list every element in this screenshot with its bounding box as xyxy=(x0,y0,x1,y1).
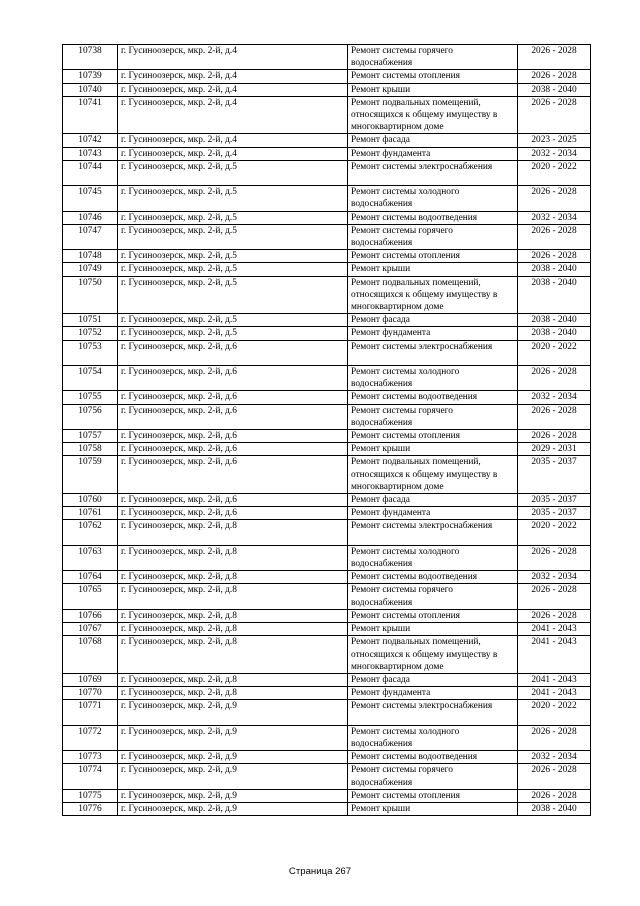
address-cell: г. Гусиноозерск, мкр. 2-й, д.6 xyxy=(118,430,348,443)
address-cell: г. Гусиноозерск, мкр. 2-й, д.9 xyxy=(118,725,348,750)
address-cell: г. Гусиноозерск, мкр. 2-й, д.4 xyxy=(118,96,348,134)
table-row xyxy=(63,623,591,636)
address-cell: г. Гусиноозерск, мкр. 2-й, д.6 xyxy=(118,443,348,456)
period-cell: 2032 - 2034 xyxy=(518,751,591,764)
address-cell: г. Гусиноозерск, мкр. 2-й, д.5 xyxy=(118,160,348,185)
row-number-cell: 10766 xyxy=(63,609,118,622)
row-number-cell: 10738 xyxy=(63,45,118,70)
table-row xyxy=(63,83,591,96)
row-number-cell: 10761 xyxy=(63,507,118,520)
row-number-cell: 10771 xyxy=(63,700,118,725)
work-type-cell: Ремонт подвальных помещений, относящихся к общему имуществу в многоквартирном доме xyxy=(348,96,518,134)
work-type-cell: Ремонт системы водоотведения xyxy=(348,391,518,404)
period-cell: 2026 - 2028 xyxy=(518,224,591,249)
table-row xyxy=(63,211,591,224)
period-cell: 2026 - 2028 xyxy=(518,789,591,802)
row-number-cell: 10753 xyxy=(63,340,118,365)
row-number-cell: 10760 xyxy=(63,494,118,507)
table-row xyxy=(63,571,591,584)
work-type-cell: Ремонт системы горячего водоснабжения xyxy=(348,224,518,249)
work-type-cell: Ремонт фасада xyxy=(348,134,518,147)
period-cell: 2026 - 2028 xyxy=(518,764,591,789)
work-type-cell: Ремонт системы холодного водоснабжения xyxy=(348,366,518,391)
row-number-cell: 10756 xyxy=(63,404,118,429)
period-cell: 2038 - 2040 xyxy=(518,314,591,327)
work-type-cell: Ремонт системы горячего водоснабжения xyxy=(348,45,518,70)
table-row xyxy=(63,45,591,70)
work-type-cell: Ремонт системы водоотведения xyxy=(348,211,518,224)
table-row xyxy=(63,520,591,545)
table-row xyxy=(63,250,591,263)
row-number-cell: 10752 xyxy=(63,327,118,340)
address-cell: г. Гусиноозерск, мкр. 2-й, д.8 xyxy=(118,571,348,584)
row-number-cell: 10741 xyxy=(63,96,118,134)
row-number-cell: 10755 xyxy=(63,391,118,404)
table-row xyxy=(63,147,591,160)
address-cell: г. Гусиноозерск, мкр. 2-й, д.6 xyxy=(118,366,348,391)
row-number-cell: 10774 xyxy=(63,764,118,789)
table-row xyxy=(63,545,591,570)
period-cell: 2020 - 2022 xyxy=(518,160,591,185)
row-number-cell: 10770 xyxy=(63,687,118,700)
row-number-cell: 10773 xyxy=(63,751,118,764)
work-type-cell: Ремонт фундамента xyxy=(348,507,518,520)
row-number-cell: 10745 xyxy=(63,186,118,211)
table-row xyxy=(63,276,591,314)
work-type-cell: Ремонт подвальных помещений, относящихся к общему имуществу в многоквартирном доме xyxy=(348,636,518,674)
table-row xyxy=(63,687,591,700)
table-row xyxy=(63,751,591,764)
work-type-cell: Ремонт подвальных помещений, относящихся к общему имуществу в многоквартирном доме xyxy=(348,276,518,314)
table-row xyxy=(63,430,591,443)
table-row xyxy=(63,456,591,494)
address-cell: г. Гусиноозерск, мкр. 2-й, д.8 xyxy=(118,636,348,674)
table-row xyxy=(63,725,591,750)
table-row xyxy=(63,404,591,429)
period-cell: 2026 - 2028 xyxy=(518,404,591,429)
work-type-cell: Ремонт системы холодного водоснабжения xyxy=(348,545,518,570)
work-type-cell: Ремонт системы отопления xyxy=(348,789,518,802)
row-number-cell: 10739 xyxy=(63,70,118,83)
table-row xyxy=(63,366,591,391)
address-cell: г. Гусиноозерск, мкр. 2-й, д.8 xyxy=(118,520,348,545)
row-number-cell: 10748 xyxy=(63,250,118,263)
work-type-cell: Ремонт системы холодного водоснабжения xyxy=(348,186,518,211)
period-cell: 2026 - 2028 xyxy=(518,725,591,750)
period-cell: 2041 - 2043 xyxy=(518,687,591,700)
row-number-cell: 10759 xyxy=(63,456,118,494)
period-cell: 2035 - 2037 xyxy=(518,456,591,494)
row-number-cell: 10762 xyxy=(63,520,118,545)
work-type-cell: Ремонт крыши xyxy=(348,802,518,815)
work-type-cell: Ремонт системы горячего водоснабжения xyxy=(348,584,518,609)
row-number-cell: 10776 xyxy=(63,802,118,815)
period-cell: 2023 - 2025 xyxy=(518,134,591,147)
work-type-cell: Ремонт фундамента xyxy=(348,327,518,340)
work-type-cell: Ремонт системы электроснабжения xyxy=(348,520,518,545)
work-type-cell: Ремонт фасада xyxy=(348,673,518,686)
table-row xyxy=(63,789,591,802)
address-cell: г. Гусиноозерск, мкр. 2-й, д.4 xyxy=(118,70,348,83)
period-cell: 2026 - 2028 xyxy=(518,250,591,263)
address-cell: г. Гусиноозерск, мкр. 2-й, д.8 xyxy=(118,609,348,622)
work-type-cell: Ремонт системы отопления xyxy=(348,430,518,443)
work-type-cell: Ремонт фасада xyxy=(348,494,518,507)
work-type-cell: Ремонт фундамента xyxy=(348,147,518,160)
row-number-cell: 10742 xyxy=(63,134,118,147)
work-type-cell: Ремонт крыши xyxy=(348,443,518,456)
table-row xyxy=(63,70,591,83)
table-row xyxy=(63,134,591,147)
period-cell: 2026 - 2028 xyxy=(518,609,591,622)
table-row xyxy=(63,609,591,622)
period-cell: 2029 - 2031 xyxy=(518,443,591,456)
period-cell: 2035 - 2037 xyxy=(518,507,591,520)
address-cell: г. Гусиноозерск, мкр. 2-й, д.6 xyxy=(118,494,348,507)
table-row xyxy=(63,96,591,134)
address-cell: г. Гусиноозерск, мкр. 2-й, д.6 xyxy=(118,507,348,520)
period-cell: 2038 - 2040 xyxy=(518,802,591,815)
row-number-cell: 10768 xyxy=(63,636,118,674)
table-row xyxy=(63,700,591,725)
work-type-cell: Ремонт системы холодного водоснабжения xyxy=(348,725,518,750)
address-cell: г. Гусиноозерск, мкр. 2-й, д.5 xyxy=(118,314,348,327)
row-number-cell: 10750 xyxy=(63,276,118,314)
address-cell: г. Гусиноозерск, мкр. 2-й, д.6 xyxy=(118,456,348,494)
work-type-cell: Ремонт крыши xyxy=(348,83,518,96)
work-type-cell: Ремонт крыши xyxy=(348,263,518,276)
address-cell: г. Гусиноозерск, мкр. 2-й, д.8 xyxy=(118,687,348,700)
row-number-cell: 10775 xyxy=(63,789,118,802)
period-cell: 2038 - 2040 xyxy=(518,327,591,340)
row-number-cell: 10767 xyxy=(63,623,118,636)
table-row xyxy=(63,314,591,327)
period-cell: 2026 - 2028 xyxy=(518,96,591,134)
row-number-cell: 10747 xyxy=(63,224,118,249)
period-cell: 2026 - 2028 xyxy=(518,186,591,211)
work-type-cell: Ремонт системы отопления xyxy=(348,70,518,83)
period-cell: 2026 - 2028 xyxy=(518,584,591,609)
period-cell: 2038 - 2040 xyxy=(518,263,591,276)
period-cell: 2026 - 2028 xyxy=(518,366,591,391)
period-cell: 2020 - 2022 xyxy=(518,700,591,725)
table-row xyxy=(63,224,591,249)
row-number-cell: 10764 xyxy=(63,571,118,584)
period-cell: 2038 - 2040 xyxy=(518,276,591,314)
period-cell: 2041 - 2043 xyxy=(518,673,591,686)
address-cell: г. Гусиноозерск, мкр. 2-й, д.5 xyxy=(118,211,348,224)
work-type-cell: Ремонт подвальных помещений, относящихся к общему имуществу в многоквартирном доме xyxy=(348,456,518,494)
row-number-cell: 10749 xyxy=(63,263,118,276)
address-cell: г. Гусиноозерск, мкр. 2-й, д.9 xyxy=(118,700,348,725)
address-cell: г. Гусиноозерск, мкр. 2-й, д.9 xyxy=(118,789,348,802)
table-row xyxy=(63,263,591,276)
period-cell: 2026 - 2028 xyxy=(518,545,591,570)
period-cell: 2038 - 2040 xyxy=(518,83,591,96)
address-cell: г. Гусиноозерск, мкр. 2-й, д.9 xyxy=(118,764,348,789)
table-row xyxy=(63,327,591,340)
work-type-cell: Ремонт системы отопления xyxy=(348,250,518,263)
works-table xyxy=(62,44,591,816)
row-number-cell: 10772 xyxy=(63,725,118,750)
period-cell: 2020 - 2022 xyxy=(518,340,591,365)
row-number-cell: 10744 xyxy=(63,160,118,185)
address-cell: г. Гусиноозерск, мкр. 2-й, д.5 xyxy=(118,327,348,340)
table-row xyxy=(63,340,591,365)
period-cell: 2041 - 2043 xyxy=(518,623,591,636)
work-type-cell: Ремонт системы водоотведения xyxy=(348,571,518,584)
table-row xyxy=(63,673,591,686)
address-cell: г. Гусиноозерск, мкр. 2-й, д.8 xyxy=(118,673,348,686)
address-cell: г. Гусиноозерск, мкр. 2-й, д.8 xyxy=(118,545,348,570)
work-type-cell: Ремонт системы электроснабжения xyxy=(348,160,518,185)
table-row xyxy=(63,391,591,404)
address-cell: г. Гусиноозерск, мкр. 2-й, д.4 xyxy=(118,134,348,147)
address-cell: г. Гусиноозерск, мкр. 2-й, д.6 xyxy=(118,391,348,404)
work-type-cell: Ремонт системы горячего водоснабжения xyxy=(348,764,518,789)
works-table-body xyxy=(63,45,591,816)
period-cell: 2032 - 2034 xyxy=(518,391,591,404)
address-cell: г. Гусиноозерск, мкр. 2-й, д.5 xyxy=(118,250,348,263)
work-type-cell: Ремонт фундамента xyxy=(348,687,518,700)
row-number-cell: 10758 xyxy=(63,443,118,456)
address-cell: г. Гусиноозерск, мкр. 2-й, д.5 xyxy=(118,186,348,211)
work-type-cell: Ремонт крыши xyxy=(348,623,518,636)
table-row xyxy=(63,443,591,456)
row-number-cell: 10763 xyxy=(63,545,118,570)
period-cell: 2020 - 2022 xyxy=(518,520,591,545)
address-cell: г. Гусиноозерск, мкр. 2-й, д.4 xyxy=(118,147,348,160)
period-cell: 2032 - 2034 xyxy=(518,147,591,160)
address-cell: г. Гусиноозерск, мкр. 2-й, д.5 xyxy=(118,263,348,276)
period-cell: 2026 - 2028 xyxy=(518,430,591,443)
row-number-cell: 10754 xyxy=(63,366,118,391)
row-number-cell: 10757 xyxy=(63,430,118,443)
work-type-cell: Ремонт системы электроснабжения xyxy=(348,340,518,365)
address-cell: г. Гусиноозерск, мкр. 2-й, д.8 xyxy=(118,623,348,636)
work-type-cell: Ремонт системы отопления xyxy=(348,609,518,622)
page-number: Страница 267 xyxy=(288,866,352,877)
work-type-cell: Ремонт системы электроснабжения xyxy=(348,700,518,725)
row-number-cell: 10743 xyxy=(63,147,118,160)
row-number-cell: 10746 xyxy=(63,211,118,224)
address-cell: г. Гусиноозерск, мкр. 2-й, д.5 xyxy=(118,276,348,314)
period-cell: 2026 - 2028 xyxy=(518,70,591,83)
work-type-cell: Ремонт системы водоотведения xyxy=(348,751,518,764)
period-cell: 2032 - 2034 xyxy=(518,571,591,584)
period-cell: 2035 - 2037 xyxy=(518,494,591,507)
table-row xyxy=(63,507,591,520)
row-number-cell: 10769 xyxy=(63,673,118,686)
period-cell: 2041 - 2043 xyxy=(518,636,591,674)
address-cell: г. Гусиноозерск, мкр. 2-й, д.9 xyxy=(118,751,348,764)
table-row xyxy=(63,802,591,815)
row-number-cell: 10740 xyxy=(63,83,118,96)
address-cell: г. Гусиноозерск, мкр. 2-й, д.6 xyxy=(118,404,348,429)
table-row xyxy=(63,764,591,789)
address-cell: г. Гусиноозерск, мкр. 2-й, д.5 xyxy=(118,224,348,249)
row-number-cell: 10751 xyxy=(63,314,118,327)
address-cell: г. Гусиноозерск, мкр. 2-й, д.4 xyxy=(118,45,348,70)
table-row xyxy=(63,584,591,609)
table-row xyxy=(63,636,591,674)
address-cell: г. Гусиноозерск, мкр. 2-й, д.4 xyxy=(118,83,348,96)
table-row xyxy=(63,160,591,185)
table-row xyxy=(63,494,591,507)
period-cell: 2026 - 2028 xyxy=(518,45,591,70)
period-cell: 2032 - 2034 xyxy=(518,211,591,224)
row-number-cell: 10765 xyxy=(63,584,118,609)
work-type-cell: Ремонт фасада xyxy=(348,314,518,327)
address-cell: г. Гусиноозерск, мкр. 2-й, д.9 xyxy=(118,802,348,815)
table-row xyxy=(63,186,591,211)
address-cell: г. Гусиноозерск, мкр. 2-й, д.8 xyxy=(118,584,348,609)
work-type-cell: Ремонт системы горячего водоснабжения xyxy=(348,404,518,429)
address-cell: г. Гусиноозерск, мкр. 2-й, д.6 xyxy=(118,340,348,365)
